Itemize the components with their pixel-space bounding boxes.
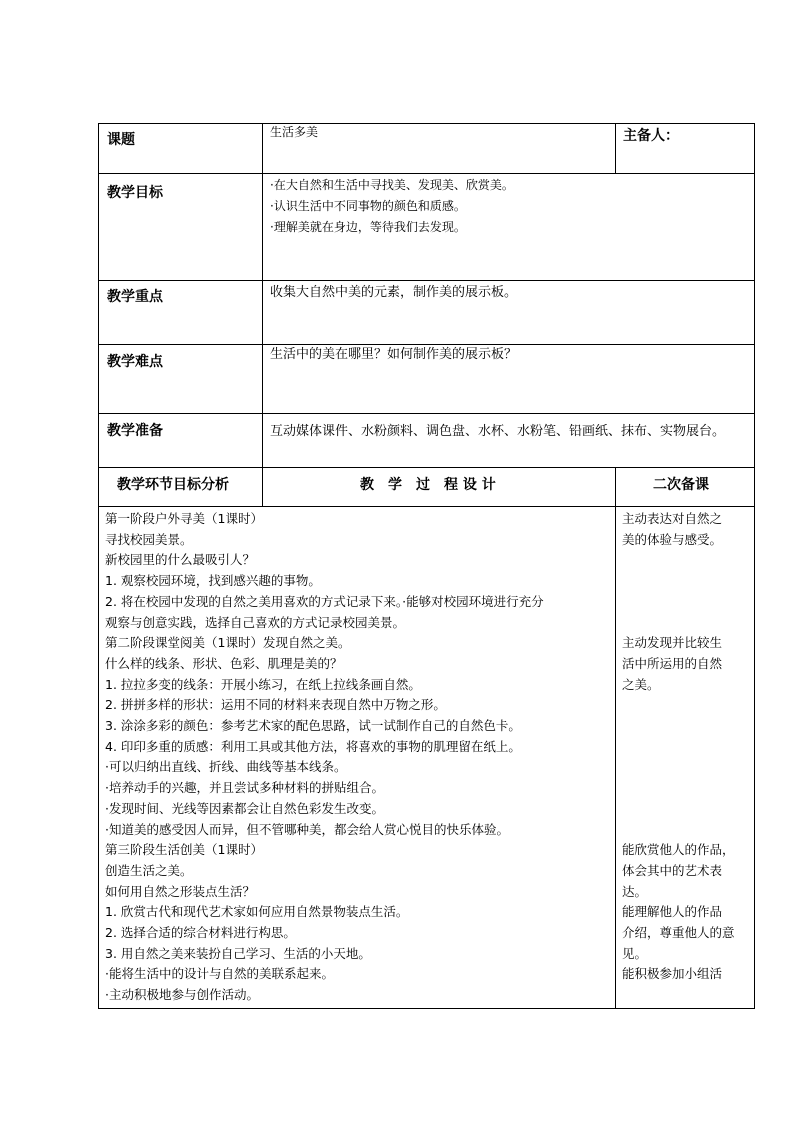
note-line: 介绍，尊重他人的意 — [622, 925, 735, 941]
row-divider — [98, 173, 755, 174]
column-header-analysis: 教学环节目标分析 — [117, 477, 229, 493]
note-line: 体会其中的艺术表 — [622, 862, 723, 878]
row-divider — [98, 467, 755, 468]
process-line: ·能将生活中的设计与自然的美联系起来。 — [105, 966, 334, 982]
process-line: ·可以归纳出直线、折线、曲线等基本线条。 — [105, 759, 347, 775]
process-line: 3. 涂涂多彩的颜色：参考艺术家的配色思路，试一试制作自己的自然色卡。 — [105, 718, 521, 734]
process-line: 如何用自然之形装点生活？ — [105, 883, 256, 899]
table-border-bottom — [98, 1008, 755, 1009]
process-line: ·发现时间、光线等因素都会让自然色彩发生改变。 — [105, 800, 384, 816]
process-design-content — [105, 509, 544, 1006]
process-line: 什么样的线条、形状、色彩、肌理是美的？ — [105, 655, 343, 671]
preparation-label: 教学准备 — [107, 423, 163, 439]
column-header-second: 二次备课 — [653, 477, 709, 493]
difficulty-label: 教学难点 — [107, 354, 163, 370]
row-divider — [98, 280, 755, 281]
row-divider — [98, 506, 755, 507]
process-line: 1. 观察校园环境，找到感兴趣的事物。 — [105, 573, 321, 589]
process-line: 观察与创意实践，选择自己喜欢的方式记录校园美景。 — [105, 614, 406, 630]
table-border-top — [98, 123, 755, 124]
goals-label: 教学目标 — [107, 185, 163, 201]
second-prep-notes — [622, 509, 750, 985]
process-line: 2. 选择合适的综合材料进行构思。 — [105, 925, 296, 941]
note-line: 活中所运用的自然 — [622, 655, 723, 671]
goal-item: ·在大自然和生活中寻找美、发现美、欣赏美。 — [270, 178, 514, 192]
process-line: ·知道美的感受因人而异，但不管哪种美，都会给人赏心悦目的快乐体验。 — [105, 821, 509, 837]
topic-value: 生活多美 — [270, 125, 319, 139]
process-line: 第二阶段课堂阅美（1课时）发现自然之美。 — [105, 635, 351, 651]
column-divider — [262, 123, 263, 507]
note-line: 主动表达对自然之 — [622, 511, 723, 526]
note-spacer — [622, 695, 750, 840]
process-line: ·培养动手的兴趣，并且尝试多种材料的拼贴组合。 — [105, 780, 384, 796]
column-divider — [615, 467, 616, 1009]
process-line: 新校园里的什么最吸引人？ — [105, 552, 256, 568]
process-line: 第三阶段生活创美（1课时） — [105, 842, 263, 858]
note-line: 能理解他人的作品 — [622, 904, 723, 920]
note-line: 主动发现并比较生 — [622, 635, 723, 651]
topic-label: 课题 — [107, 132, 135, 148]
goal-item: ·理解美就在身边，等待我们去发现。 — [270, 220, 466, 234]
process-line: 2. 拼拼多样的形状：运用不同的材料来表现自然中万物之形。 — [105, 697, 446, 713]
preparation-value: 互动媒体课件、水粉颜料、调色盘、水杯、水粉笔、铅画纸、抹布、实物展台。 — [270, 424, 726, 439]
process-line: 2. 将在校园中发现的自然之美用喜欢的方式记录下来。·能够对校园环境进行充分 — [105, 593, 544, 609]
process-line: 3. 用自然之美来装扮自己学习、生活的小天地。 — [105, 945, 371, 961]
column-divider — [615, 123, 616, 174]
goal-item: ·认识生活中不同事物的颜色和质感。 — [270, 199, 466, 213]
note-line: 之美。 — [622, 676, 660, 692]
process-line: 4. 印印多重的质感：利用工具或其他方法，将喜欢的事物的肌理留在纸上。 — [105, 738, 521, 754]
process-line: 寻找校园美景。 — [105, 531, 193, 547]
process-line: 创造生活之美。 — [105, 862, 193, 878]
note-line: 能欣赏他人的作品， — [622, 842, 735, 858]
process-line: 第一阶段户外寻美（1课时） — [105, 511, 263, 526]
key-point-label: 教学重点 — [107, 289, 163, 305]
process-line: 1. 拉拉多变的线条：开展小练习，在纸上拉线条画自然。 — [105, 676, 421, 692]
note-line: 见。 — [622, 945, 648, 961]
table-border-left — [98, 123, 99, 1009]
process-line: 1. 欣赏古代和现代艺术家如何应用自然景物装点生活。 — [105, 904, 409, 920]
key-point-value: 收集大自然中美的元素，制作美的展示板。 — [270, 285, 518, 300]
note-spacer — [622, 550, 750, 633]
difficulty-value: 生活中的美在哪里？如何制作美的展示板？ — [270, 347, 518, 362]
note-line: 美的体验与感受。 — [622, 531, 723, 547]
column-header-design: 教 学 过 程 设 计 — [360, 477, 496, 493]
row-divider — [98, 413, 755, 414]
note-line: 达。 — [622, 883, 648, 899]
note-line: 能积极参加小组活 — [622, 966, 723, 982]
process-line: ·主动积极地参与创作活动。 — [105, 987, 259, 1003]
preparer-label: 主备人： — [623, 128, 679, 144]
table-border-right — [754, 123, 755, 1009]
